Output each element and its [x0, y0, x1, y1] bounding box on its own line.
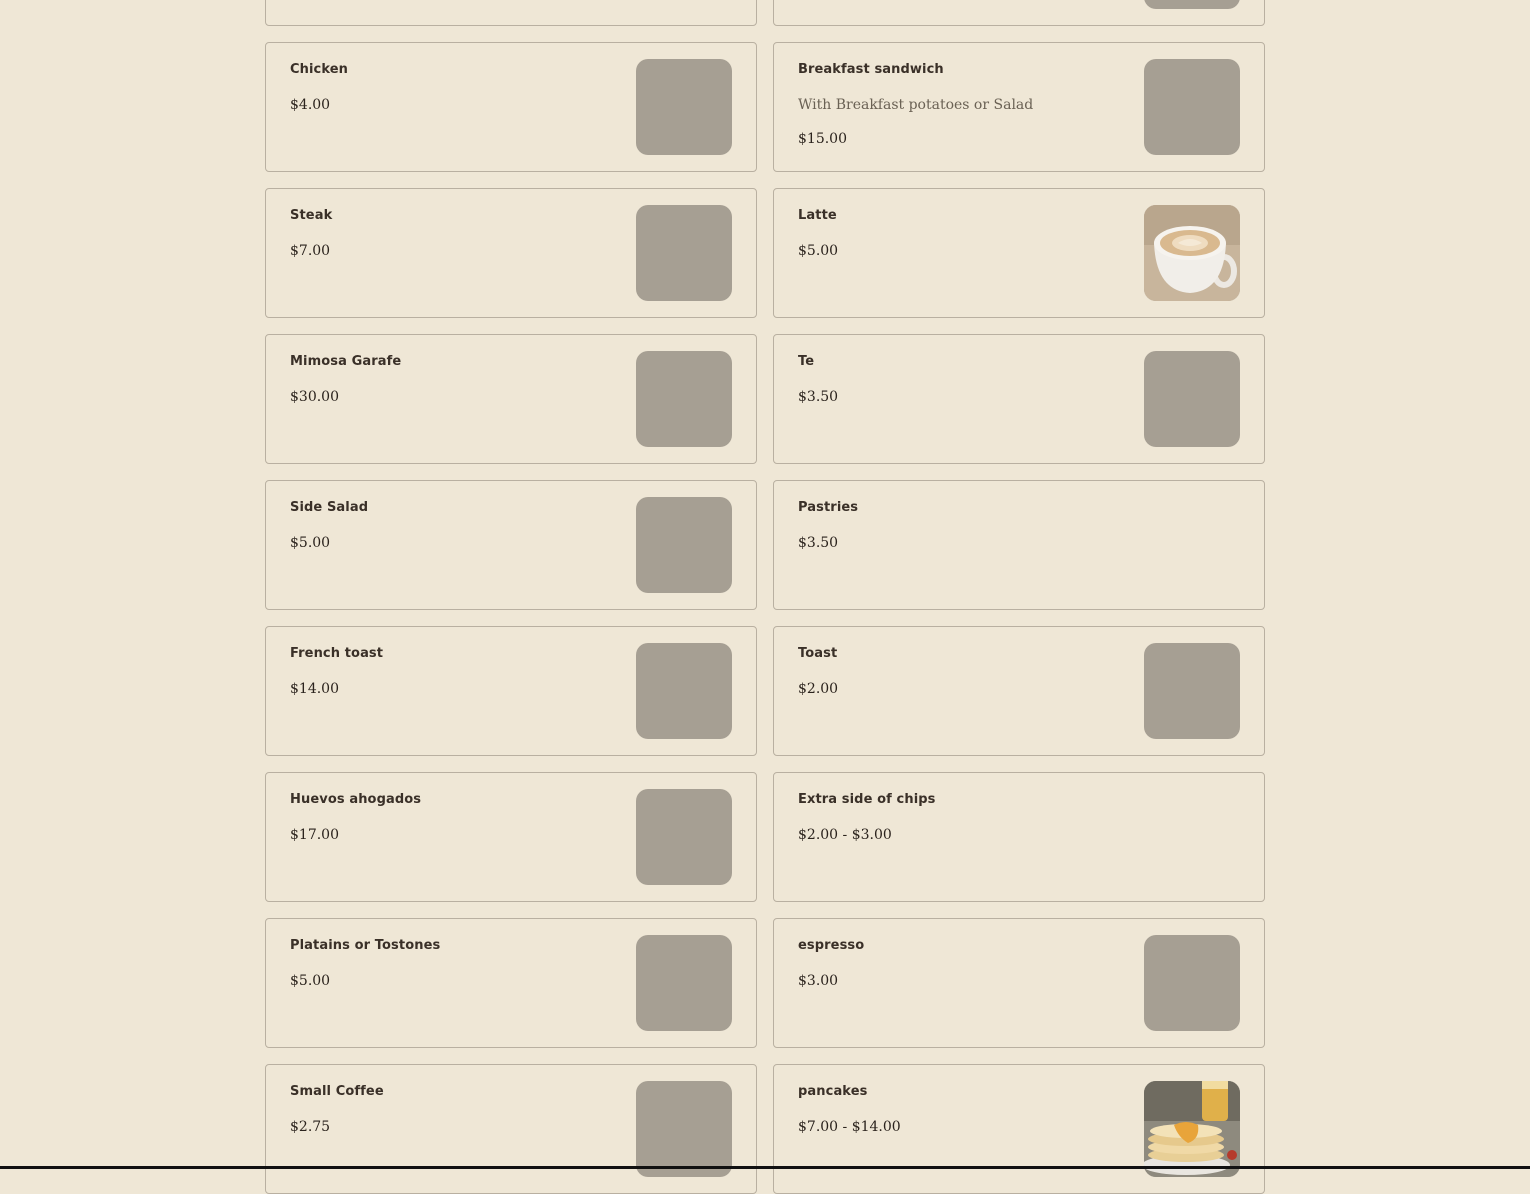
item-image-placeholder: [636, 351, 732, 447]
item-name: pancakes: [798, 1084, 868, 1099]
menu-item-card[interactable]: [265, 1064, 757, 1194]
item-name: espresso: [798, 938, 865, 953]
item-price: $5.00: [290, 973, 331, 989]
latte-image: [1144, 205, 1240, 301]
menu-item-card[interactable]: [265, 772, 757, 902]
item-name: Toast: [798, 646, 838, 661]
item-image-placeholder: [1144, 59, 1240, 155]
item-image-placeholder: [1144, 0, 1240, 9]
item-price: $3.50: [798, 389, 839, 405]
menu-item-card[interactable]: [265, 918, 757, 1048]
item-name: Small Coffee: [290, 1084, 384, 1099]
item-name: Chicken: [290, 62, 349, 77]
item-price: $3.00: [798, 973, 839, 989]
menu-item-card[interactable]: [773, 0, 1265, 26]
item-price: $2.75: [290, 1119, 331, 1135]
item-name: Mimosa Garafe: [290, 354, 402, 369]
pancakes-image: [1144, 1081, 1240, 1177]
item-name: Steak: [290, 208, 333, 223]
item-image-placeholder: [636, 1081, 732, 1177]
item-image-placeholder: [1144, 351, 1240, 447]
menu-grid: [265, 0, 1265, 1194]
item-image-placeholder: [636, 59, 732, 155]
item-price: $3.50: [798, 535, 839, 551]
item-price: $14.00: [290, 681, 339, 697]
menu-item-card[interactable]: [773, 480, 1265, 610]
item-price: $17.00: [290, 827, 339, 843]
menu-item-card[interactable]: [773, 772, 1265, 902]
item-image-placeholder: [636, 205, 732, 301]
menu-item-card[interactable]: [265, 626, 757, 756]
item-price: $7.00 - $14.00: [798, 1119, 901, 1135]
pancakes-illustration: [1144, 1081, 1240, 1177]
item-name: Te: [798, 354, 815, 369]
menu-item-card[interactable]: [265, 0, 757, 26]
menu-item-card[interactable]: [773, 1064, 1265, 1194]
item-price: $4.00: [290, 97, 331, 113]
item-name: Huevos ahogados: [290, 792, 422, 807]
item-image-placeholder: [636, 935, 732, 1031]
menu-item-card[interactable]: [773, 42, 1265, 172]
item-price: $15.00: [798, 131, 847, 147]
item-price: $30.00: [290, 389, 339, 405]
menu-item-card[interactable]: [265, 334, 757, 464]
item-name: Platains or Tostones: [290, 938, 441, 953]
menu-item-card[interactable]: [265, 480, 757, 610]
item-price: $7.00: [290, 243, 331, 259]
item-price: $5.00: [290, 535, 331, 551]
menu-item-card[interactable]: [265, 188, 757, 318]
menu-item-card[interactable]: [773, 918, 1265, 1048]
item-image-placeholder: [1144, 643, 1240, 739]
menu-item-card[interactable]: [265, 42, 757, 172]
item-name: Extra side of chips: [798, 792, 936, 807]
item-image-placeholder: [636, 643, 732, 739]
item-name: French toast: [290, 646, 384, 661]
item-price: $2.00 - $3.00: [798, 827, 892, 843]
latte-cup-illustration: [1144, 205, 1240, 301]
menu-item-card[interactable]: [773, 334, 1265, 464]
menu-item-card[interactable]: [773, 188, 1265, 318]
item-image-placeholder: [636, 789, 732, 885]
item-name: Breakfast sandwich: [798, 62, 944, 77]
item-name: Pastries: [798, 500, 859, 515]
item-name: Side Salad: [290, 500, 369, 515]
item-name: Latte: [798, 208, 837, 223]
item-price: $2.00: [798, 681, 839, 697]
item-image-placeholder: [1144, 935, 1240, 1031]
item-price: $5.00: [798, 243, 839, 259]
item-image-placeholder: [636, 497, 732, 593]
item-description: With Breakfast potatoes or Salad: [798, 97, 1034, 113]
menu-item-card[interactable]: [773, 626, 1265, 756]
